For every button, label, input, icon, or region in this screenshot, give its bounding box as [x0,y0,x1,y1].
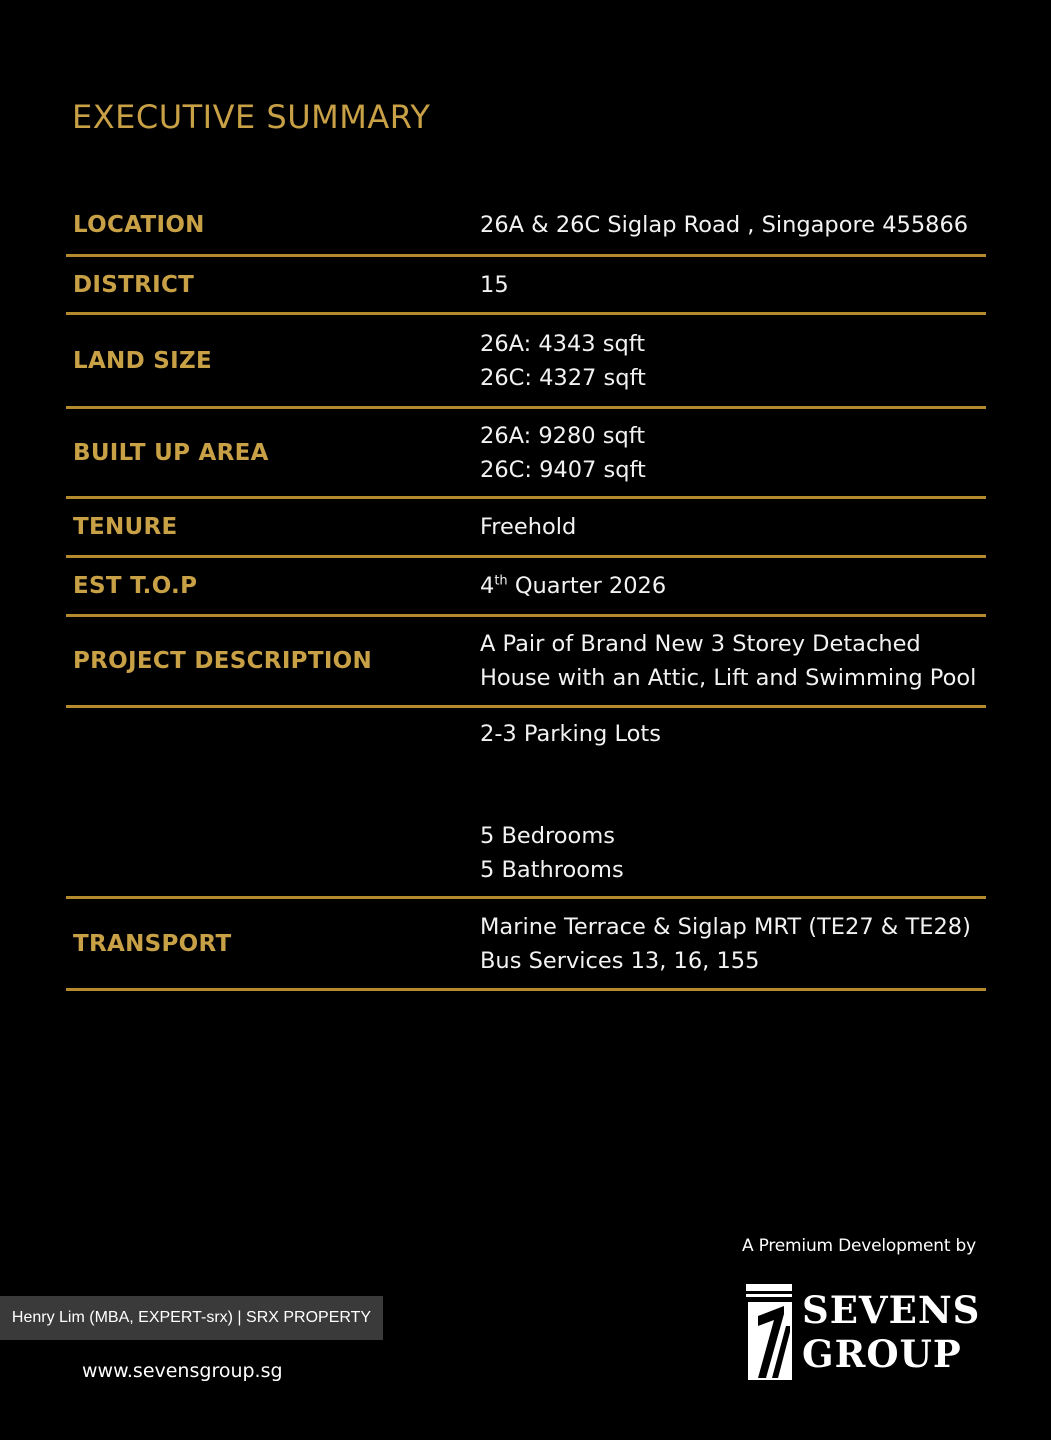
value-line [480,751,986,785]
quarter-text: Quarter 2026 [507,573,667,599]
row-value [473,510,986,544]
row-features [66,708,986,899]
row-label: BUILT UP AREA [73,439,269,466]
website-link[interactable]: www.sevensgroup.sg [82,1360,283,1382]
sevens-logo-icon [744,1282,794,1382]
row-tenure [66,499,986,558]
value-line: Bus Services 13, 16, 155 [480,947,760,974]
logo-line-sevens: SEVENS [802,1288,981,1332]
agent-watermark: Henry Lim (MBA, EXPERT-srx) | SRX PROPERTY [0,1296,383,1340]
value-line: Marine Terrace & Siglap MRT (TE27 & TE28) [480,913,971,940]
logo-line-group: GROUP [802,1332,962,1376]
value-line [480,569,986,603]
row-value [473,717,986,887]
row-value [473,419,986,487]
row-transport [66,899,986,991]
value-line: 5 Bedrooms [480,823,615,849]
ordinal-number: 4 [480,573,495,599]
value-line [480,785,986,819]
row-label: TENURE [73,514,178,540]
premium-development-text: A Premium Development by [742,1236,976,1256]
row-label: DISTRICT [73,271,195,298]
row-value [473,910,986,978]
row-value [473,627,986,695]
row-est-top [66,558,986,617]
value-line: 26A: 4343 sqft [480,330,646,357]
value-line: 5 Bathrooms [480,857,624,883]
row-value [473,327,986,395]
value-line: 2-3 Parking Lots [480,721,661,747]
summary-table [66,196,986,991]
value-line: 15 [480,271,509,298]
sevens-group-logo [744,1282,981,1382]
row-label: EST T.O.P [73,573,198,599]
value-line: Freehold [480,514,577,540]
page-title: EXECUTIVE SUMMARY [72,98,431,136]
value-line: A Pair of Brand New 3 Storey Detached [480,631,921,657]
row-built-up-area [66,409,986,499]
row-value [473,208,986,242]
row-value [473,268,986,302]
row-label: LOCATION [73,212,205,238]
row-label: PROJECT DESCRIPTION [73,648,373,674]
row-location [66,196,986,257]
logo-wordmark [802,1288,980,1376]
ordinal-suffix: th [494,573,508,589]
value-line: 26A & 26C Siglap Road , Singapore 455866 [480,212,969,238]
row-label: LAND SIZE [73,347,213,374]
value-line: 26A: 9280 sqft [480,422,646,449]
row-district [66,257,986,315]
row-project-description [66,617,986,708]
value-line: 26C: 9407 sqft [480,456,646,483]
row-land-size [66,315,986,409]
value-line: 26C: 4327 sqft [480,364,646,391]
value-line: House with an Attic, Lift and Swimming Pool [480,665,977,691]
row-label: TRANSPORT [73,930,232,957]
row-value [473,569,986,603]
